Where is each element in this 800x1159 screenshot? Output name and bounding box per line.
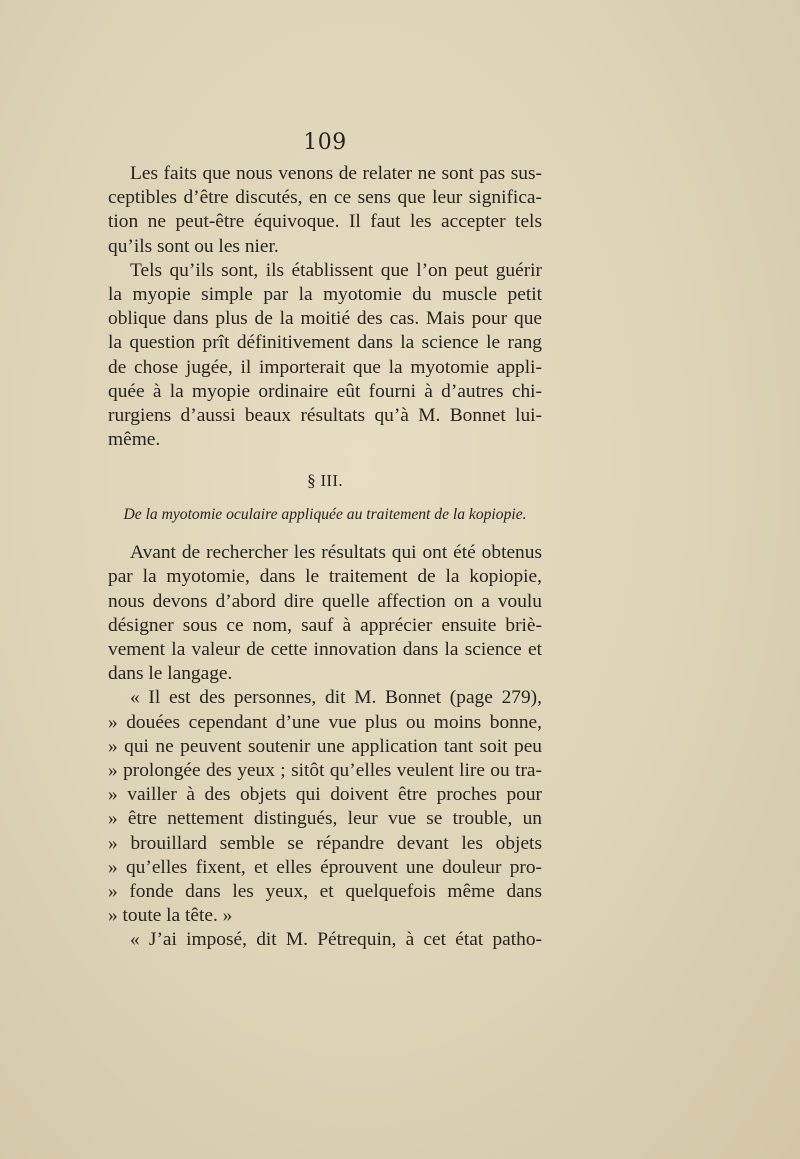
- text-line: vement la valeur de cette innovation dans la science et: [108, 639, 542, 660]
- text-line: dans le langage.: [108, 663, 233, 685]
- page-number: 109: [303, 130, 347, 155]
- text-line: » prolongée des yeux ; sitôt qu’elles veulent lire ou tra-: [108, 759, 542, 781]
- text-line: » qu’elles fixent, et elles éprouvent une douleur pro-: [108, 856, 542, 878]
- text-line: » qui ne peuvent soutenir une application tant soit peu: [108, 735, 542, 757]
- text-line: » fonde dans les yeux, et quelquefois même dans: [108, 880, 542, 902]
- text-line: la question prît définitivement dans la science le rang: [108, 332, 542, 354]
- text-line: » être nettement distingués, leur vue se trouble, un: [108, 808, 542, 830]
- text-line: Tels qu’ils sont, ils établissent que l’on peut guérir: [130, 259, 542, 281]
- text-line: rurgiens d’aussi beaux résultats qu’à M. Bonnet lui-: [108, 404, 542, 426]
- text-line: ceptibles d’être discutés, en ce sens que leur significa-: [108, 187, 542, 209]
- text-line: tion ne peut-être équivoque. Il faut les accepter tels: [108, 211, 542, 233]
- text-line: nous devons d’abord dire quelle affection on a voulu: [108, 590, 542, 612]
- body-text: [108, 162, 542, 952]
- paragraph: [108, 541, 542, 686]
- text-line: Les faits que nous venons de relater ne sont pas sus-: [130, 163, 542, 184]
- text-line: de chose jugée, il importerait que la myotomie appli-: [108, 356, 542, 378]
- paragraph: [108, 162, 542, 259]
- text-line: par la myotomie, dans le traitement de la kopiopie,: [108, 566, 542, 588]
- paragraph: [108, 259, 542, 453]
- text-line: « Il est des personnes, dit M. Bonnet (page 279),: [130, 687, 542, 709]
- text-line: même.: [108, 429, 161, 451]
- quotation: [108, 686, 542, 928]
- text-line: la myopie simple par la myotomie du muscle petit: [108, 283, 542, 305]
- text-line: Avant de rechercher les résultats qui ont été obtenus: [130, 542, 542, 564]
- text-line: » vailler à des objets qui doivent être proches pour: [108, 784, 542, 806]
- section-subtitle: De la myotomie oculaire appliquée au traitement de la kopiopie.: [123, 506, 527, 524]
- text-line: « J’ai imposé, dit M. Pétrequin, à cet état patho-: [130, 929, 542, 951]
- text-line: qu’ils sont ou les nier.: [108, 235, 279, 257]
- text-line: désigner sous ce nom, sauf à apprécier ensuite briè-: [108, 614, 542, 636]
- quotation: [108, 928, 542, 952]
- text-line: oblique dans plus de la moitié des cas. Mais pour que: [108, 308, 542, 330]
- text-line: » douées cependant d’une vue plus ou moins bonne,: [108, 711, 542, 733]
- section-heading: § III.: [307, 471, 343, 491]
- text-line: quée à la myopie ordinaire eût fourni à d’autres chi-: [108, 380, 542, 402]
- text-line: » toute la tête. »: [108, 905, 233, 927]
- text-line: » brouillard semble se répandre devant les objets: [108, 832, 542, 854]
